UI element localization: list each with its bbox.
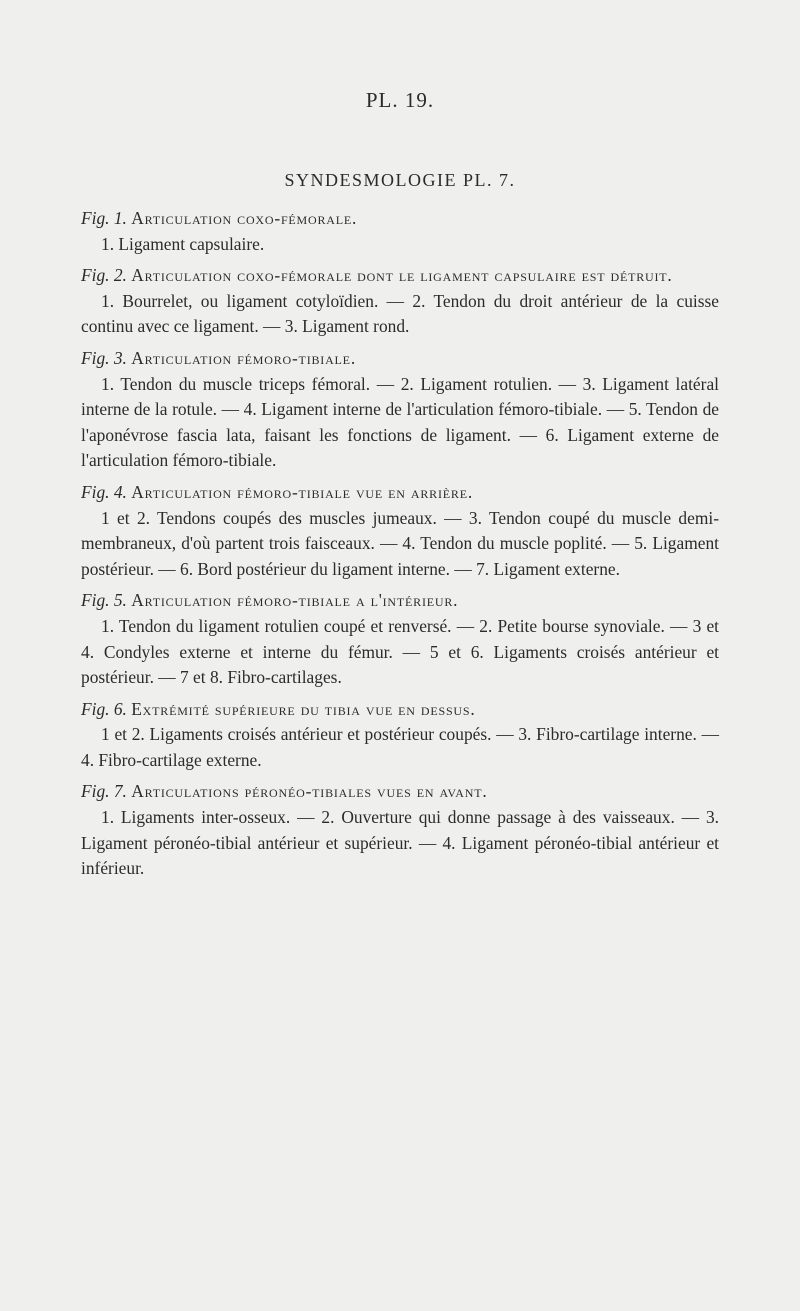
figure-description: 1. Tendon du muscle triceps fémoral. — 2. Ligament rotulien. — 3. Ligament latéral interne de la rotule. — 4. Ligament interne de l'articulation fémoro-tibiale. — 5. Tendon de l'aponévrose fascia lata, faisant les fonctions de ligament. — 6. Ligament externe de l'articulation fémoro-tibiale. <box>81 373 719 471</box>
figure-legend-7 <box>81 779 719 881</box>
section-title: SYNDESMOLOGIE PL. 7. <box>284 170 516 190</box>
figure-heading <box>81 263 719 289</box>
figure-label: Fig. 2. <box>81 265 127 286</box>
figure-title: Extrémité supérieure du tibia vue en dessus. <box>131 698 476 719</box>
figure-heading <box>81 480 719 506</box>
figure-heading <box>81 697 719 723</box>
figure-description: 1 et 2. Tendons coupés des muscles jumeaux. — 3. Tendon coupé du muscle demi-membraneux, d'où partent trois faisceaux. — 4. Tendon du muscle poplité. — 5. Ligament postérieur. — 6. Bord postérieur du ligament interne. — 7. Ligament externe. <box>81 507 719 579</box>
figure-heading <box>81 346 719 372</box>
figure-legend-2 <box>81 263 719 340</box>
figure-heading <box>81 588 719 614</box>
figure-label: Fig. 5. <box>81 590 127 611</box>
figure-description: 1. Bourrelet, ou ligament cotyloïdien. — 2. Tendon du droit antérieur de la cuisse continu avec ce ligament. — 3. Ligament rond. <box>81 290 719 337</box>
figure-title: Articulation fémoro-tibiale. <box>131 347 356 368</box>
figure-title: Articulation coxo-fémorale dont le ligament capsulaire est détruit. <box>131 265 673 286</box>
figure-label: Fig. 1. <box>81 208 127 228</box>
figure-label: Fig. 3. <box>81 347 127 368</box>
figure-heading <box>81 206 719 232</box>
figure-title: Articulations péronéo-tibiales vues en avant. <box>131 781 488 802</box>
figure-description: 1. Ligaments inter-osseux. — 2. Ouverture qui donne passage à des vaisseaux. — 3. Ligament péronéo-tibial antérieur et supérieur. — 4. Ligament péronéo-tibial antérieur et inférieur. <box>81 807 719 879</box>
figure-label: Fig. 4. <box>81 481 127 502</box>
figure-title: Articulation coxo-fémorale. <box>131 208 358 228</box>
figure-label: Fig. 7. <box>81 781 127 802</box>
figure-label: Fig. 6. <box>81 698 127 719</box>
figure-description: 1 et 2. Ligaments croisés antérieur et postérieur coupés. — 3. Fibro-cartilage interne. — 4. Fibro-cartilage externe. <box>81 724 719 770</box>
plate-number: PL. 19. <box>365 88 435 112</box>
figure-legend-1 <box>81 206 719 257</box>
figure-description: 1. Tendon du ligament rotulien coupé et renversé. — 2. Petite bourse synoviale. — 3 et 4. Condyles externe et interne du fémur. — 5 et 6. Ligaments croisés antérieur et postérieur. — 7 et 8. Fibro-cartilages. <box>81 615 719 688</box>
figure-heading <box>81 779 719 805</box>
figure-legend-5 <box>81 588 719 690</box>
figure-legends <box>81 206 719 882</box>
figure-description: 1. Ligament capsulaire. <box>101 233 265 254</box>
figure-legend-4 <box>81 480 719 582</box>
figure-title: Articulation fémoro-tibiale a l'intérieur. <box>131 590 459 611</box>
figure-legend-3 <box>81 346 719 474</box>
figure-legend-6 <box>81 697 719 774</box>
figure-title: Articulation fémoro-tibiale vue en arrière. <box>131 481 473 502</box>
